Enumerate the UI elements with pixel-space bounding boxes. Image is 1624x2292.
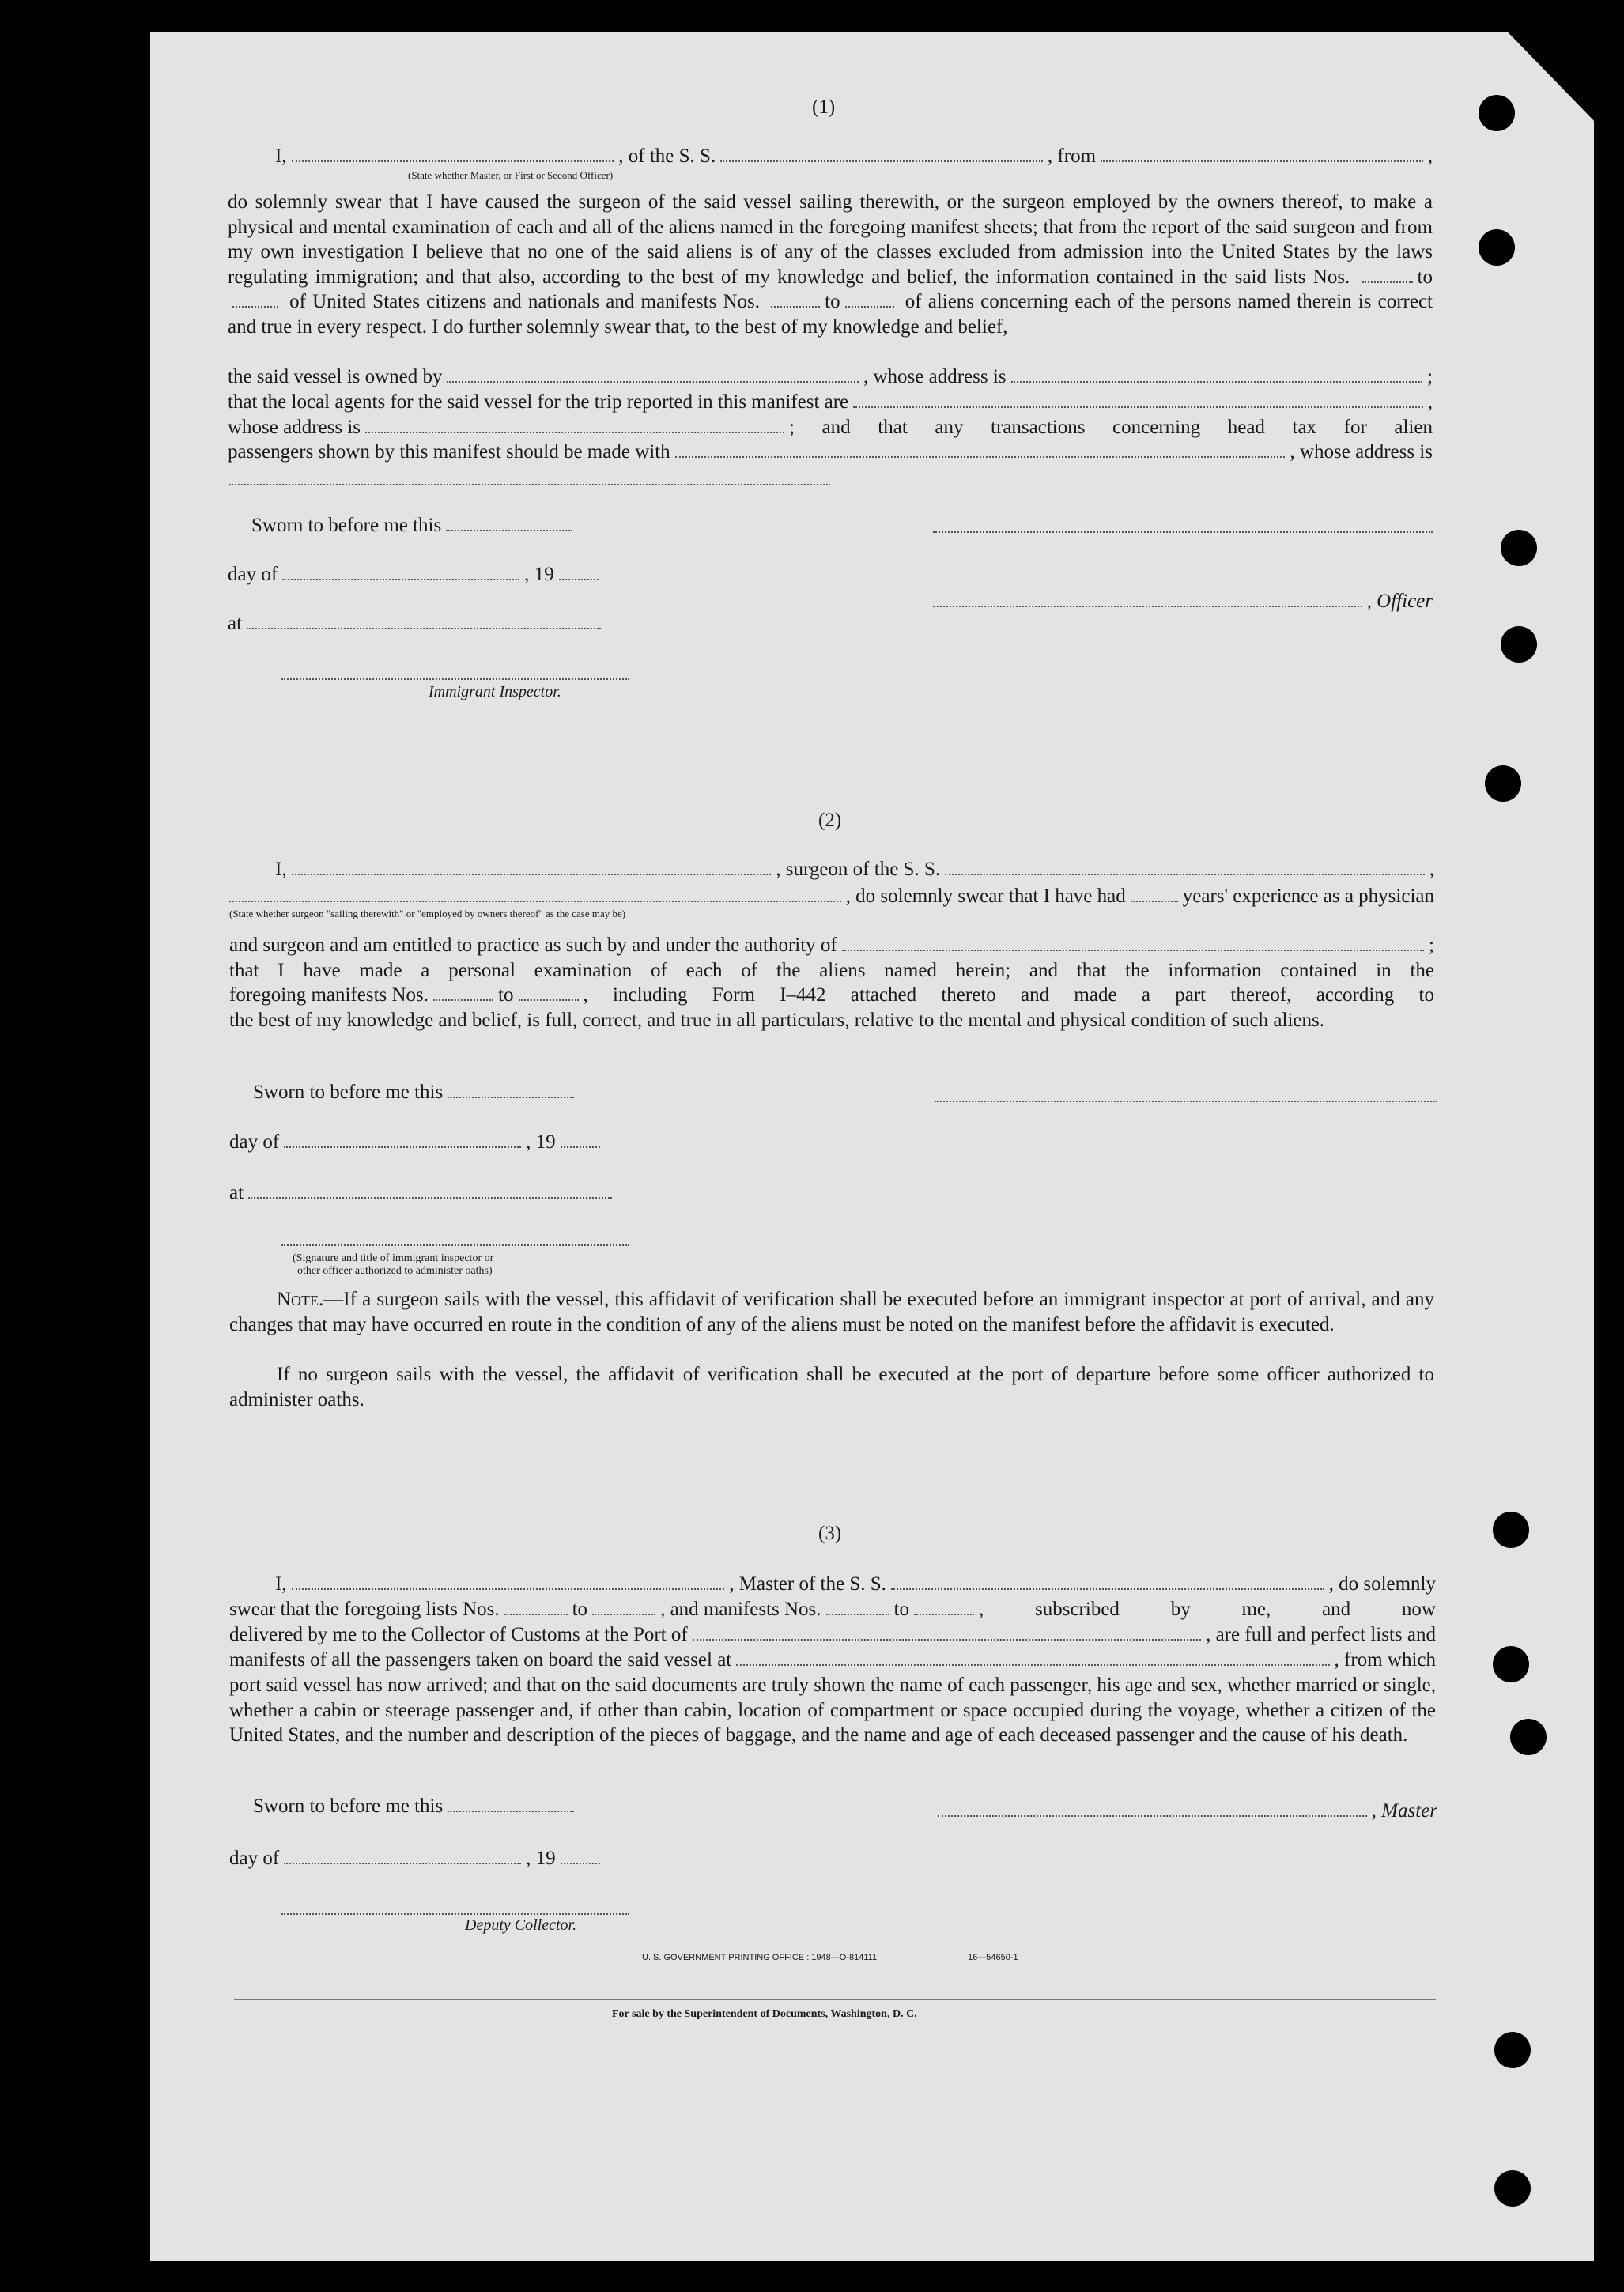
port-field[interactable]: [693, 1623, 1201, 1641]
text: at: [229, 1182, 244, 1203]
master-line-3: [229, 1622, 1436, 1647]
owner-address-field[interactable]: [1011, 365, 1423, 383]
vessel-name-field[interactable]: [720, 145, 1043, 162]
lists-to-field[interactable]: [232, 290, 278, 308]
note-paragraph-2: If no surgeon sails with the vessel, the affidavit of verification shall be executed at the port of departure before some officer authorized to administer oaths.: [229, 1364, 1434, 1410]
officer-name-signature-field[interactable]: [933, 590, 1362, 607]
oath-line-1: [275, 144, 1433, 168]
text: passengers shown by this manifest should be made with: [228, 441, 670, 463]
sale-notice: For sale by the Superintendent of Documents, Washington, D. C.: [612, 2008, 917, 2020]
text: , Officer: [1366, 591, 1433, 612]
signature-caption: Immigrant Inspector.: [429, 683, 561, 700]
text: Sworn to before me this: [251, 515, 442, 536]
surgeon-signature-field[interactable]: [935, 1101, 1437, 1102]
note-paragraph: [229, 1287, 1434, 1337]
administering-officer-signature-field[interactable]: [281, 1244, 629, 1246]
text: swear that the foregoing lists Nos.: [229, 1599, 500, 1620]
punch-hole: [1479, 229, 1515, 266]
text: at: [228, 613, 243, 634]
text: foregoing manifests Nos.: [229, 984, 429, 1006]
text: to: [825, 291, 840, 312]
punch-hole: [1485, 765, 1521, 802]
text: to: [1417, 266, 1433, 288]
text: of United States citizens and nationals and manifests Nos.: [289, 291, 761, 312]
section-number: (3): [818, 1523, 842, 1544]
surgeon-vessel-field[interactable]: [945, 858, 1425, 875]
manifests-line: [229, 983, 1434, 1007]
at-row: [228, 612, 606, 635]
day-row: [229, 1131, 605, 1154]
authority-field[interactable]: [842, 934, 1424, 951]
passengers-line: [228, 440, 1433, 464]
punch-hole: [1494, 2032, 1531, 2068]
contact-address-field[interactable]: [229, 484, 830, 485]
manifests-from-field[interactable]: [433, 984, 493, 1001]
punch-hole: [1494, 2170, 1531, 2207]
text: to: [572, 1599, 588, 1620]
inspector-signature-field[interactable]: [281, 678, 629, 680]
boarding-port-field[interactable]: [736, 1648, 1329, 1666]
field-note: (State whether Master, or First or Second Officer): [408, 169, 614, 181]
printing-office: U. S. GOVERNMENT PRINTING OFFICE : 1948—O-814111: [642, 1953, 878, 1962]
text: and surgeon and am entitled to practice as such by and under the authority of: [229, 935, 837, 956]
head-tax-contact-field[interactable]: [675, 440, 1286, 458]
sworn-date-field[interactable]: [448, 1081, 574, 1098]
text: do solemnly swear that I have caused the surgeon of the said vessel sailing therewith, or the surgeon employed by the owners thereof, to make a physical and mental examination of each and all of the aliens named in the foregoing manifest sheets; that from the report of the said surgeon and from my own investigation I believe that no one of the said aliens is of any of the classes excluded from admission into the United States by the laws regulating immigration; and that also, according to the best of my knowledge and belief, the information contained in the said lists Nos.: [228, 191, 1433, 288]
footer-rule: [234, 1999, 1436, 2000]
text: ,: [1427, 145, 1433, 167]
sworn-row: [253, 1795, 579, 1818]
manifests-to-field[interactable]: [914, 1598, 974, 1615]
agents-line: [228, 390, 1433, 414]
text: whose address is: [228, 417, 361, 438]
text: Sworn to before me this: [253, 1795, 444, 1817]
section-number: (1): [812, 96, 836, 118]
owner-field[interactable]: [447, 365, 859, 383]
text: , Master of the S. S.: [729, 1573, 886, 1595]
text: delivered by me to the Collector of Customs at the Port of: [229, 1624, 688, 1645]
master-vessel-field[interactable]: [891, 1573, 1324, 1590]
at-row: [229, 1181, 617, 1204]
text: ; and that any transactions concerning head tax for alien: [789, 417, 1433, 438]
punch-hole: [1501, 530, 1537, 566]
text: I,: [275, 145, 287, 167]
punch-hole: [1493, 1646, 1529, 1682]
manifests-from-field[interactable]: [826, 1598, 889, 1615]
text: , surgeon of the S. S.: [776, 859, 941, 880]
text: , whose address is: [1290, 441, 1433, 463]
text: , of the S. S.: [618, 145, 716, 167]
note-label: Note.: [277, 1289, 324, 1310]
text: manifests of all the passengers taken on board the said vessel at: [229, 1649, 732, 1671]
signature-note: (Signature and title of immigrant inspector or: [293, 1252, 494, 1264]
surgeon-status-field[interactable]: [229, 885, 841, 902]
from-port-field[interactable]: [1101, 145, 1423, 162]
manifests-from-field[interactable]: [771, 290, 820, 308]
master-signature-row: [938, 1799, 1437, 1822]
year-field[interactable]: [561, 1131, 600, 1148]
year-field[interactable]: [559, 563, 599, 580]
surgeon-paragraph-a: that I have made a personal examination of each of the aliens named herein; and that the information contained in the: [229, 960, 1434, 981]
text: I,: [275, 1573, 287, 1595]
day-row: [229, 1847, 605, 1870]
master-signature-field[interactable]: [938, 1799, 1367, 1817]
signature-note: other officer authorized to administer oaths): [297, 1265, 493, 1277]
text: , including Form I–442 attached thereto and made a part thereof, according to: [583, 984, 1434, 1006]
oath-paragraph: [228, 190, 1433, 339]
manifests-to-field[interactable]: [845, 290, 894, 308]
text: , are full and perfect lists and: [1206, 1624, 1436, 1645]
at-place-field[interactable]: [248, 1181, 612, 1199]
agents-address-field[interactable]: [365, 416, 784, 433]
sworn-row: [251, 514, 577, 537]
address-line: [228, 415, 1433, 440]
punch-hole: [1510, 1719, 1547, 1755]
text: years' experience as a physician: [1182, 885, 1434, 907]
deputy-collector-signature-field[interactable]: [281, 1913, 629, 1915]
sworn-date-field[interactable]: [446, 514, 572, 531]
text: , 19: [526, 1848, 556, 1869]
surgeon-name-field[interactable]: [292, 858, 772, 875]
lists-from-field[interactable]: [1362, 266, 1413, 283]
punch-hole: [1493, 1512, 1529, 1548]
text: , from which: [1334, 1649, 1436, 1671]
surgeon-line-1: [275, 857, 1434, 882]
master-paragraph: port said vessel has now arrived; and that on the said documents are truly shown the name of each passenger, his age and sex, whether married or single, whether a cabin or steerage passenger and, if other than cabin, location of compartment or space occupied during the voyage, whether a citizen of the United States, and the number and description of the pieces of baggage, and the name and age of each deceased passenger and the cause of his death.: [229, 1675, 1436, 1746]
text: , 19: [524, 564, 554, 585]
text: , from: [1047, 145, 1097, 167]
text: day of: [229, 1131, 280, 1153]
text: the said vessel is owned by: [228, 366, 443, 387]
punch-hole: [1501, 626, 1537, 663]
text: to: [498, 984, 514, 1006]
text: ;: [1429, 935, 1434, 956]
text: , do solemnly swear that I have had: [845, 885, 1126, 907]
day-month-field[interactable]: [282, 563, 519, 580]
section-number: (2): [818, 810, 842, 831]
punch-hole: [1479, 95, 1515, 131]
manifests-to-field[interactable]: [519, 984, 579, 1001]
master-line-1: [275, 1572, 1436, 1596]
officer-row: [933, 590, 1433, 613]
text: Sworn to before me this: [253, 1082, 444, 1103]
text: , 19: [526, 1131, 556, 1153]
text: , Master: [1371, 1800, 1437, 1822]
text: to: [893, 1599, 909, 1620]
signature-caption: Deputy Collector.: [465, 1916, 577, 1934]
text: ;: [1427, 366, 1433, 387]
lists-from-field[interactable]: [504, 1598, 568, 1615]
text: that the local agents for the said vessel for the trip reported in this manifest are: [228, 391, 849, 413]
text: I,: [275, 859, 287, 880]
surgeon-line-2: [229, 884, 1434, 908]
text: of aliens concerning each of the persons named therein is correct and true in every respect. I do further solemnly swear that, to the best of my knowledge and belief,: [228, 291, 1433, 338]
text: , whose address is: [863, 366, 1007, 387]
officer-signature-field[interactable]: [933, 531, 1433, 533]
agents-field[interactable]: [853, 391, 1423, 408]
text: , subscribed by me, and now: [978, 1599, 1436, 1620]
text: —If a surgeon sails with the vessel, this affidavit of verification shall be executed before an immigrant inspector at port of arrival, and any changes that may have occurred en route in the condition of any of the aliens must be noted on the manifest before the affidavit is executed.: [229, 1289, 1434, 1335]
sworn-row: [253, 1081, 579, 1104]
master-line-4: [229, 1648, 1436, 1672]
text: ,: [1427, 391, 1433, 413]
years-experience-field[interactable]: [1131, 885, 1178, 902]
form-number: 16—54650-1: [968, 1953, 1018, 1962]
at-place-field[interactable]: [247, 612, 601, 629]
day-month-field[interactable]: [284, 1847, 521, 1864]
text: day of: [229, 1848, 280, 1869]
master-name-field[interactable]: [292, 1573, 725, 1590]
surgeon-paragraph-b: the best of my knowledge and belief, is full, correct, and true in all particulars, relative to the mental and physical condition of such aliens.: [229, 1010, 1324, 1031]
authority-line: [229, 933, 1434, 957]
year-field[interactable]: [561, 1847, 600, 1864]
owner-line: [228, 364, 1433, 389]
sworn-date-field[interactable]: [448, 1795, 574, 1812]
day-month-field[interactable]: [284, 1131, 521, 1148]
field-note: (State whether surgeon "sailing therewith" or "employed by owners thereof" as the case may be): [229, 908, 626, 919]
master-line-2: [229, 1597, 1436, 1622]
day-row: [228, 563, 603, 586]
text: , and manifests Nos.: [660, 1599, 821, 1620]
officer-name-field[interactable]: [292, 145, 614, 162]
text: ,: [1429, 859, 1435, 880]
text: day of: [228, 564, 278, 585]
lists-to-field[interactable]: [592, 1598, 655, 1615]
text: , do solemnly: [1328, 1573, 1437, 1595]
